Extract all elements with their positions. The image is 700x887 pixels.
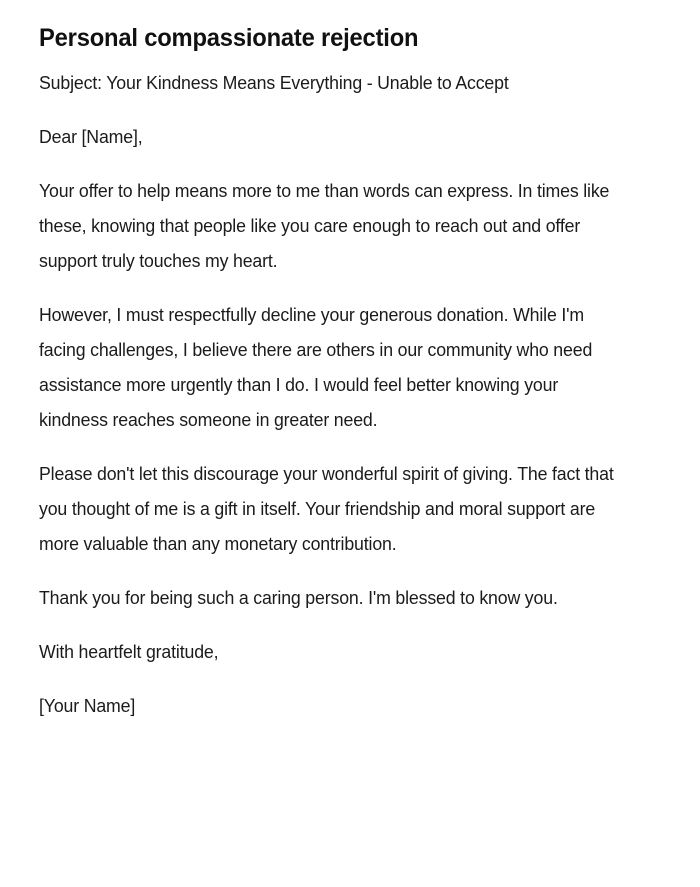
closing: With heartfelt gratitude, bbox=[39, 642, 219, 662]
page-title: Personal compassionate rejection bbox=[39, 24, 419, 52]
paragraph-encouragement: Please don't let this discourage your wonderful spirit of giving. The fact that you thought of me is a gift in itself. Your friendship and moral support are more valuable than any monetary contribution. bbox=[39, 464, 614, 554]
paragraph-decline: However, I must respectfully decline your generous donation. While I'm facing challenges, I believe there are others in our community who need assistance more urgently than I do. I would feel better knowing your kindness reaches someone in greater need. bbox=[39, 305, 593, 430]
paragraph-gratitude: Your offer to help means more to me than words can express. In times like these, knowing that people like you care enough to reach out and offer support truly touches my heart. bbox=[39, 181, 610, 271]
document-content bbox=[39, 0, 637, 724]
signature: [Your Name] bbox=[39, 696, 136, 716]
letter-body bbox=[39, 66, 637, 724]
subject-line: Subject: Your Kindness Means Everything - Unable to Accept bbox=[39, 73, 509, 93]
salutation: Dear [Name], bbox=[39, 127, 143, 147]
paragraph-thanks: Thank you for being such a caring person. I'm blessed to know you. bbox=[39, 588, 558, 608]
